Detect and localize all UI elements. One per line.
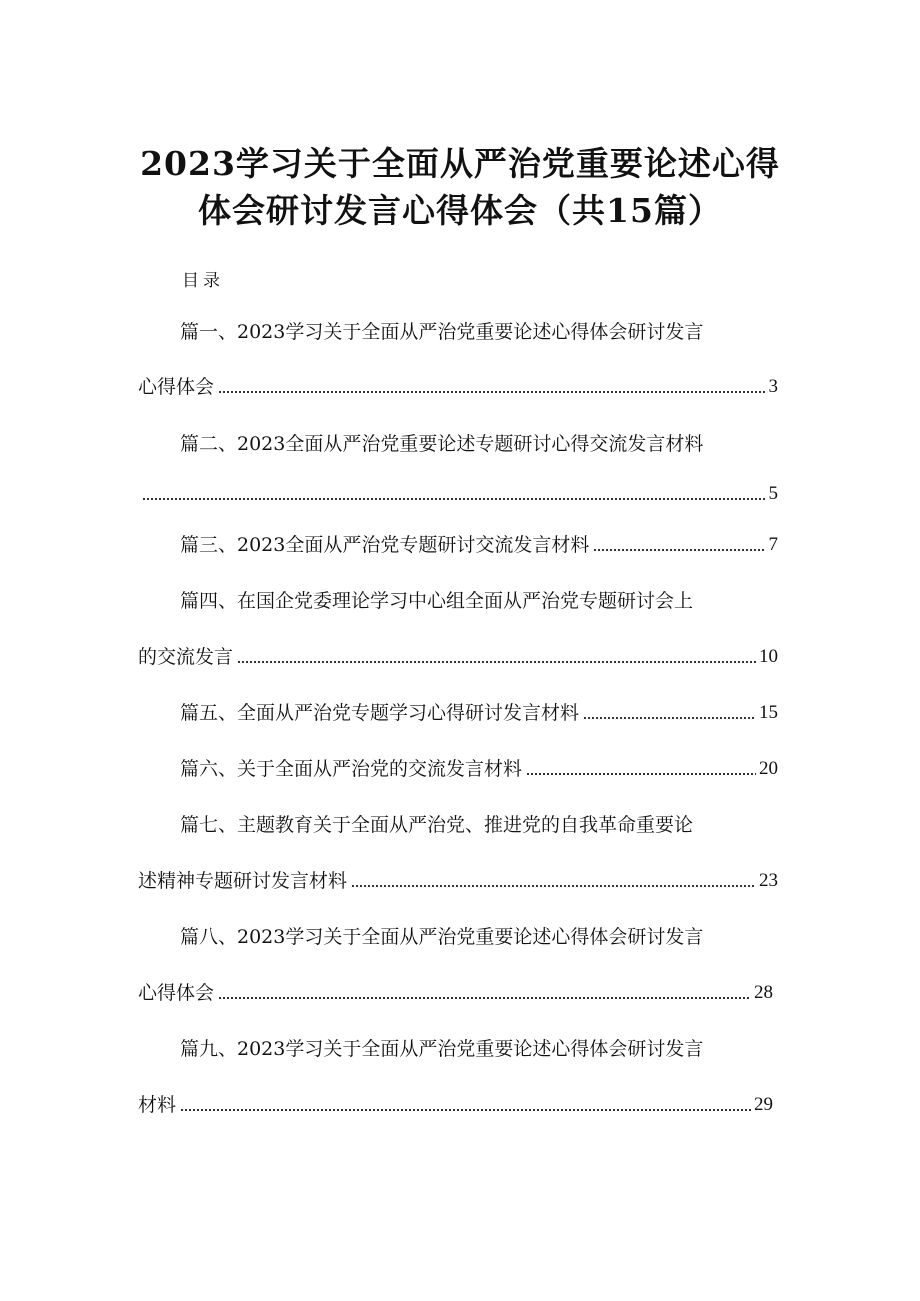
- dot-leader: [526, 770, 756, 776]
- toc-entry-4-page: 10: [759, 646, 778, 667]
- toc-entry-2-page: 5: [768, 483, 778, 504]
- toc-entry-1-line-1[interactable]: 篇一、2023学习关于全面从严治党重要论述心得体会研讨发言: [180, 321, 704, 343]
- toc-entry-6-line-1: 篇六、关于全面从严治党的交流发言材料: [180, 758, 523, 780]
- title-line-2: 体会研讨发言心得体会（共15篇）: [198, 191, 722, 230]
- toc-entry-4-leader[interactable]: [138, 645, 778, 669]
- dot-leader: [351, 882, 756, 888]
- dot-leader: [142, 495, 766, 501]
- toc-entry-4-line-2: 的交流发言: [138, 646, 234, 668]
- toc-entry-7-leader[interactable]: [138, 869, 778, 893]
- toc-entry-9-line-1[interactable]: 篇九、2023学习关于全面从严治党重要论述心得体会研讨发言: [180, 1038, 704, 1060]
- toc-entry-9-leader[interactable]: [138, 1093, 773, 1117]
- dot-leader: [180, 1106, 751, 1112]
- toc-entry-9-page: 29: [754, 1094, 773, 1115]
- toc-entry-8-page: 28: [754, 982, 773, 1003]
- toc-entry-7-page: 23: [759, 870, 778, 891]
- toc-entry-3-page: 7: [768, 534, 778, 555]
- toc-entry-3[interactable]: [180, 533, 778, 557]
- toc-entry-2-leader[interactable]: [138, 482, 778, 506]
- dot-leader: [583, 714, 756, 720]
- toc-entry-3-line-1: 篇三、2023全面从严治党专题研讨交流发言材料: [180, 534, 590, 556]
- toc-entry-1-page: 3: [768, 376, 778, 397]
- toc-entry-4-line-1[interactable]: 篇四、在国企党委理论学习中心组全面从严治党专题研讨会上: [180, 590, 694, 612]
- toc-entry-5[interactable]: [180, 701, 778, 725]
- dot-leader: [237, 658, 756, 664]
- title-line-1: 2023学习关于全面从严治党重要论述心得: [140, 144, 780, 183]
- dot-leader: [218, 388, 765, 394]
- toc-entry-8-line-2: 心得体会: [138, 982, 215, 1004]
- dot-leader: [593, 546, 765, 552]
- toc-entry-7-line-1[interactable]: 篇七、主题教育关于全面从严治党、推进党的自我革命重要论: [180, 814, 694, 836]
- toc-entry-9-line-2: 材料: [138, 1094, 177, 1116]
- toc-heading: 目录: [182, 271, 224, 291]
- toc-entry-5-page: 15: [759, 702, 778, 723]
- toc-entry-5-line-1: 篇五、全面从严治党专题学习心得研讨发言材料: [180, 702, 580, 724]
- toc-entry-6[interactable]: [180, 757, 778, 781]
- toc-entry-6-page: 20: [759, 758, 778, 779]
- toc-entry-8-line-1[interactable]: 篇八、2023学习关于全面从严治党重要论述心得体会研讨发言: [180, 926, 704, 948]
- dot-leader: [218, 994, 751, 1000]
- toc-entry-1-line-2: 心得体会: [138, 376, 215, 398]
- toc-entry-7-line-2: 述精神专题研讨发言材料: [138, 870, 348, 892]
- toc-entry-2-line-1[interactable]: 篇二、2023全面从严治党重要论述专题研讨心得交流发言材料: [180, 433, 704, 455]
- toc-entry-8-leader[interactable]: [138, 981, 773, 1005]
- toc-entry-1-leader[interactable]: [138, 375, 778, 399]
